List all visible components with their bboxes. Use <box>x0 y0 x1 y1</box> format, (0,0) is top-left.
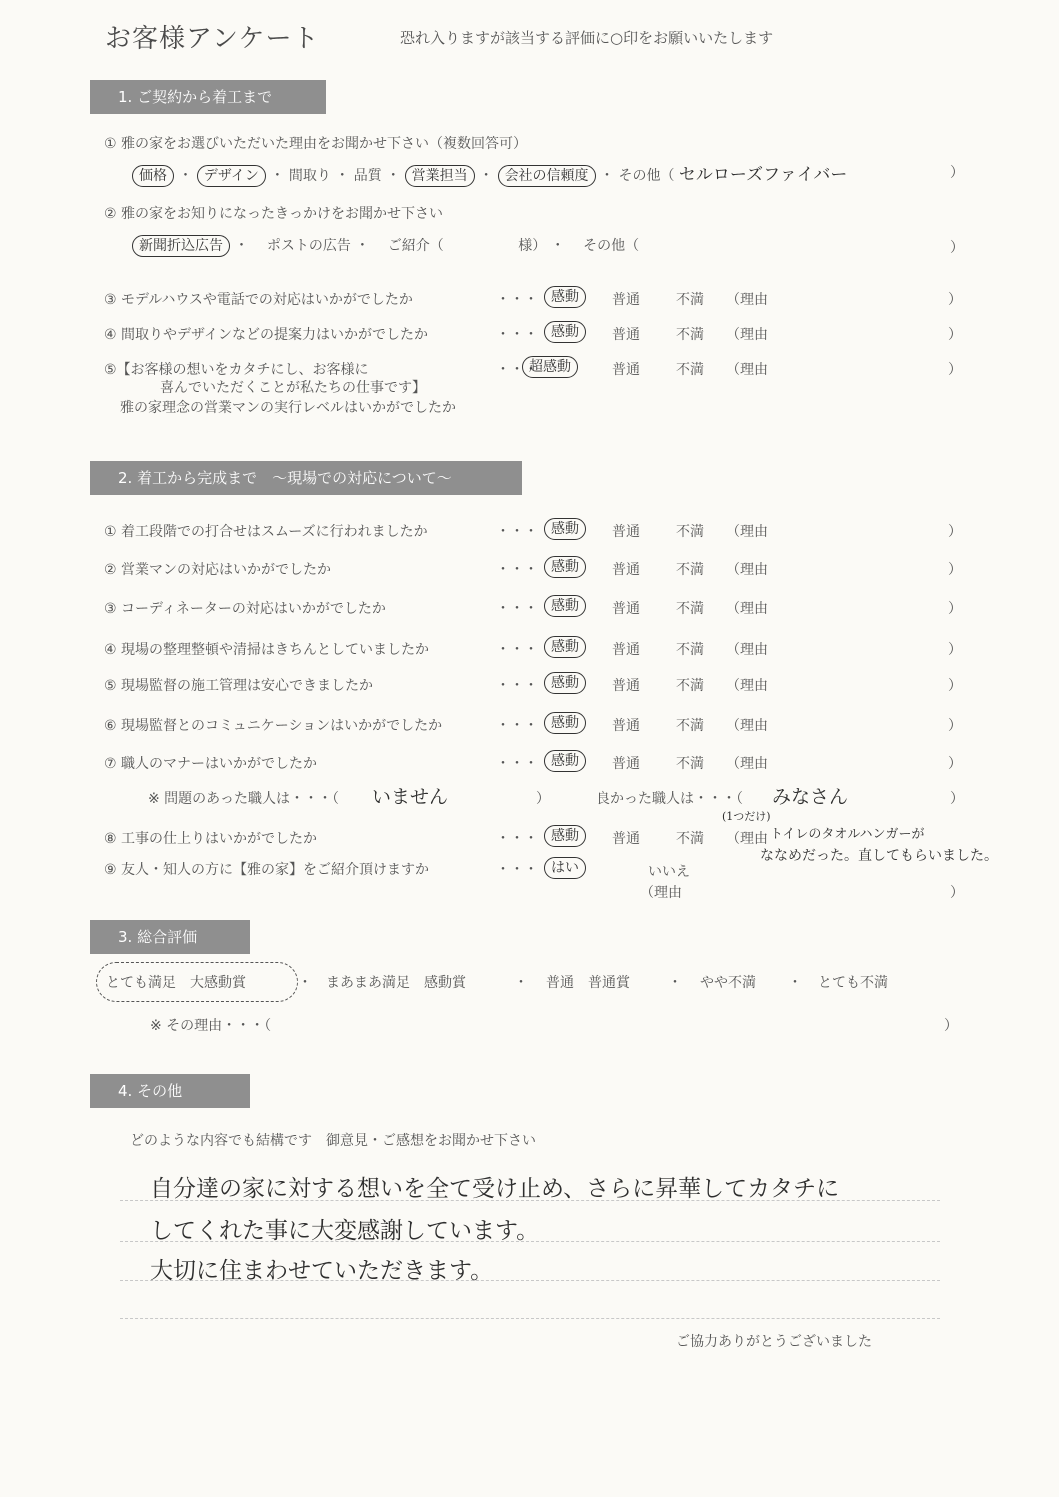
s2-q1-rating-normal: 普通 <box>612 524 640 540</box>
s1-q5-rating-unsatisfied: 不満 <box>676 362 704 378</box>
s1-q5-line3: 雅の家理念の営業マンの実行レベルはいかがでしたか <box>120 400 456 416</box>
s3-sep-1: ・ <box>298 975 312 991</box>
s2-q9-no: いいえ <box>648 864 690 880</box>
s2-q8-rating-normal: 普通 <box>612 831 640 847</box>
s3-sep-2: ・ <box>514 975 528 991</box>
option-quality: 品質 <box>353 168 382 184</box>
s2-q8-handwritten: トイレのタオルハンガーが <box>770 827 925 842</box>
option-post: ポストの広告 <box>266 238 351 254</box>
s1-q5-line2: 喜んでいただくことが私たちの仕事です】 <box>160 380 426 396</box>
s2-q3-reason-close: ） <box>948 601 962 617</box>
s2-q8-rating-unsatisfied: 不満 <box>676 831 704 847</box>
s2-q7-rating-unsatisfied: 不満 <box>676 756 704 772</box>
s2-problem-close: ） <box>536 791 550 807</box>
s2-q5-reason-close: ） <box>948 678 962 694</box>
s2-q7-rating-selected: 感動 <box>544 750 586 770</box>
s2-q5-text: ⑤ 現場監督の施工管理は安心できましたか <box>104 678 373 694</box>
s3-sep-3: ・ <box>668 975 682 991</box>
s2-q1-reason-close: ） <box>948 524 962 540</box>
s1-q2-text: ② 雅の家をお知りになったきっかけをお聞かせ下さい <box>104 206 443 222</box>
option-newspaper: 新聞折込広告 <box>132 235 230 257</box>
s2-q3-reason-label: （理由 <box>726 601 768 617</box>
s1-q5-rating-selected: 超感動 <box>522 356 578 376</box>
s2-q1-reason-label: （理由 <box>726 524 768 540</box>
s2-q6-rating-unsatisfied: 不満 <box>676 718 704 734</box>
s1-q3-rating-normal: 普通 <box>612 292 640 308</box>
section-2-header: 2. 着工から完成まで ～現場での対応について～ <box>90 461 522 495</box>
s1-q1-text: ① 雅の家をお選びいただいた理由をお聞かせ下さい（複数回答可） <box>104 136 527 152</box>
s2-q5-rating-normal: 普通 <box>612 678 640 694</box>
s3-reason-close: ） <box>944 1018 958 1034</box>
s3-option-normal: 普通 普通賞 <box>546 975 630 991</box>
s2-q9-dots: ・・・ <box>496 862 538 878</box>
s2-q6-dots: ・・・ <box>496 718 538 734</box>
s2-q1-text: ① 着工段階での打合せはスムーズに行われましたか <box>104 524 428 540</box>
s1-q5-line1: ⑤【お客様の想いをカタチにし、お客様に <box>104 362 369 378</box>
s2-q6-rating-normal: 普通 <box>612 718 640 734</box>
s1-q5-reason-close: ） <box>948 362 962 378</box>
s2-q2-text: ② 営業マンの対応はいかがでしたか <box>104 562 332 578</box>
s1-q5-dots: ・・・ <box>496 362 538 378</box>
s2-q3-dots: ・・・ <box>496 601 538 617</box>
s1-q3-reason-label: （理由 <box>726 292 768 308</box>
s1-q3-rating-selected: 感動 <box>544 286 586 306</box>
s2-q4-reason-close: ） <box>948 642 962 658</box>
s2-q1-rating-unsatisfied: 不満 <box>676 524 704 540</box>
section-4-header: 4. その他 <box>90 1074 250 1108</box>
s1-q4-dots: ・・・ <box>496 327 538 343</box>
s2-q5-dots: ・・・ <box>496 678 538 694</box>
s1-q3-reason-close: ） <box>948 292 962 308</box>
s1-q5-reason-label: （理由 <box>726 362 768 378</box>
page-subtitle: 恐れ入りますが該当する評価に○印をお願いいたします <box>400 29 774 47</box>
s2-q2-rating-unsatisfied: 不満 <box>676 562 704 578</box>
s3-sep-4: ・ <box>788 975 802 991</box>
s2-q8-handwritten-2: ななめだった。直してもらいました。 <box>760 848 998 864</box>
s2-q5-reason-label: （理由 <box>726 678 768 694</box>
s2-q2-reason-label: （理由 <box>726 562 768 578</box>
s2-q9-text: ⑨ 友人・知人の方に【雅の家】をご紹介頂けますか <box>104 862 429 878</box>
s2-q4-rating-selected: 感動 <box>544 636 586 656</box>
s1-q1-close: ） <box>950 165 964 181</box>
s2-q7-reason-close: ） <box>948 756 962 772</box>
s2-q7-text: ⑦ 職人のマナーはいかがでしたか <box>104 756 318 772</box>
thank-you-footer: ご協力ありがとうございました <box>676 1334 872 1350</box>
s1-q4-reason-close: ） <box>948 327 962 343</box>
section-1-header: 1. ご契約から着工まで <box>90 80 326 114</box>
s2-q1-rating-selected: 感動 <box>544 518 586 538</box>
s1-q4-text: ④ 間取りやデザインなどの提案力はいかがでしたか <box>104 327 429 343</box>
section-3-header: 3. 総合評価 <box>90 920 250 954</box>
option-other: その他（ <box>618 168 675 184</box>
option-trust: 会社の信頼度 <box>498 165 596 187</box>
option-design: デザイン <box>197 165 266 187</box>
s2-q9-yes: はい <box>544 857 586 877</box>
s2-q6-text: ⑥ 現場監督とのコミュニケーションはいかがでしたか <box>104 718 443 734</box>
s1-q4-rating-normal: 普通 <box>612 327 640 343</box>
s1-q2-options: 新聞折込広告 ・ ポストの広告 ・ ご紹介（ 様） ・ その他（ <box>132 235 639 255</box>
s3-option-slightly-unsatisfied: やや不満 <box>700 975 756 991</box>
s3-option-satisfied: まあまあ満足 感動賞 <box>326 975 466 991</box>
s1-q5-rating-normal: 普通 <box>612 362 640 378</box>
s2-q6-reason-label: （理由 <box>726 718 768 734</box>
s2-q5-rating-selected: 感動 <box>544 672 586 692</box>
s2-q3-rating-selected: 感動 <box>544 595 586 615</box>
s2-good-handwritten: みなさん <box>772 786 849 808</box>
s2-q8-reason-label: （理由 <box>726 831 768 847</box>
s2-q4-dots: ・・・ <box>496 642 538 658</box>
s1-q4-rating-selected: 感動 <box>544 321 586 341</box>
s2-q4-rating-unsatisfied: 不満 <box>676 642 704 658</box>
s2-q4-rating-normal: 普通 <box>612 642 640 658</box>
s2-q7-rating-normal: 普通 <box>612 756 640 772</box>
s3-reason-label: ※ その理由・・・（ <box>150 1018 272 1034</box>
s1-q3-dots: ・・・ <box>496 292 538 308</box>
option-referral: ご紹介（ <box>387 238 444 254</box>
option-layout: 間取り <box>288 168 331 184</box>
option-price: 価格 <box>132 165 174 187</box>
s1-q1-handwritten: セルローズファイバー <box>678 165 848 185</box>
s1-q3-text: ③ モデルハウスや電話での対応はいかがでしたか <box>104 292 413 308</box>
s2-problem-label: ※ 問題のあった職人は・・・（ <box>148 791 340 807</box>
s2-q5-rating-unsatisfied: 不満 <box>676 678 704 694</box>
s3-option-very-unsatisfied: とても不満 <box>818 975 888 991</box>
s2-problem-handwritten: いません <box>372 786 449 808</box>
s2-q9-reason: （理由 <box>640 885 682 901</box>
s4-prompt: どのような内容でも結構です 御意見・ご感想をお聞かせ下さい <box>130 1133 536 1149</box>
s3-option-very-satisfied: とても満足 大感動賞 <box>106 975 246 991</box>
s4-comment-line-2: してくれた事に大変感謝しています。 <box>150 1218 540 1244</box>
s4-comment-line-1: 自分達の家に対する想いを全て受け止め、さらに昇華してカタチに <box>150 1176 840 1202</box>
s2-good-close: ） <box>950 791 964 807</box>
s2-q3-rating-unsatisfied: 不満 <box>676 601 704 617</box>
s2-q8-handwritten-note: (1つだけ) <box>722 810 771 823</box>
comment-line-4 <box>120 1318 940 1319</box>
s2-q2-dots: ・・・ <box>496 562 538 578</box>
s2-q4-reason-label: （理由 <box>726 642 768 658</box>
s2-q8-dots: ・・・ <box>496 831 538 847</box>
s2-q8-rating-selected: 感動 <box>544 825 586 845</box>
s2-q3-rating-normal: 普通 <box>612 601 640 617</box>
option-sales: 営業担当 <box>405 165 475 187</box>
s2-q2-rating-normal: 普通 <box>612 562 640 578</box>
s2-q1-dots: ・・・ <box>496 524 538 540</box>
s2-q6-reason-close: ） <box>948 718 962 734</box>
page-title: お客様アンケート <box>105 24 320 54</box>
s2-q9-close: ） <box>950 885 964 901</box>
s2-q7-reason-label: （理由 <box>726 756 768 772</box>
option-other: その他（ <box>583 238 640 254</box>
s2-q8-text: ⑧ 工事の仕上りはいかがでしたか <box>104 831 318 847</box>
option-referral-close: 様） <box>518 238 547 254</box>
s2-q2-rating-selected: 感動 <box>544 556 586 576</box>
s2-q3-text: ③ コーディネーターの対応はいかがでしたか <box>104 601 386 617</box>
s2-q7-dots: ・・・ <box>496 756 538 772</box>
s2-q6-rating-selected: 感動 <box>544 712 586 732</box>
s1-q4-rating-unsatisfied: 不満 <box>676 327 704 343</box>
s4-comment-line-3: 大切に住まわせていただきます。 <box>150 1258 494 1284</box>
s2-good-label: 良かった職人は・・・（ <box>596 791 743 807</box>
s1-q2-close: ） <box>950 240 964 256</box>
s2-q4-text: ④ 現場の整理整頓や清掃はきちんとしていましたか <box>104 642 429 658</box>
s1-q4-reason-label: （理由 <box>726 327 768 343</box>
s1-q3-rating-unsatisfied: 不満 <box>676 292 704 308</box>
s2-q2-reason-close: ） <box>948 562 962 578</box>
s1-q1-options: 価格 ・ デザイン ・ 間取り ・ 品質 ・ 営業担当 ・ 会社の信頼度 ・ その他（ セルローズファイバー <box>132 160 847 185</box>
